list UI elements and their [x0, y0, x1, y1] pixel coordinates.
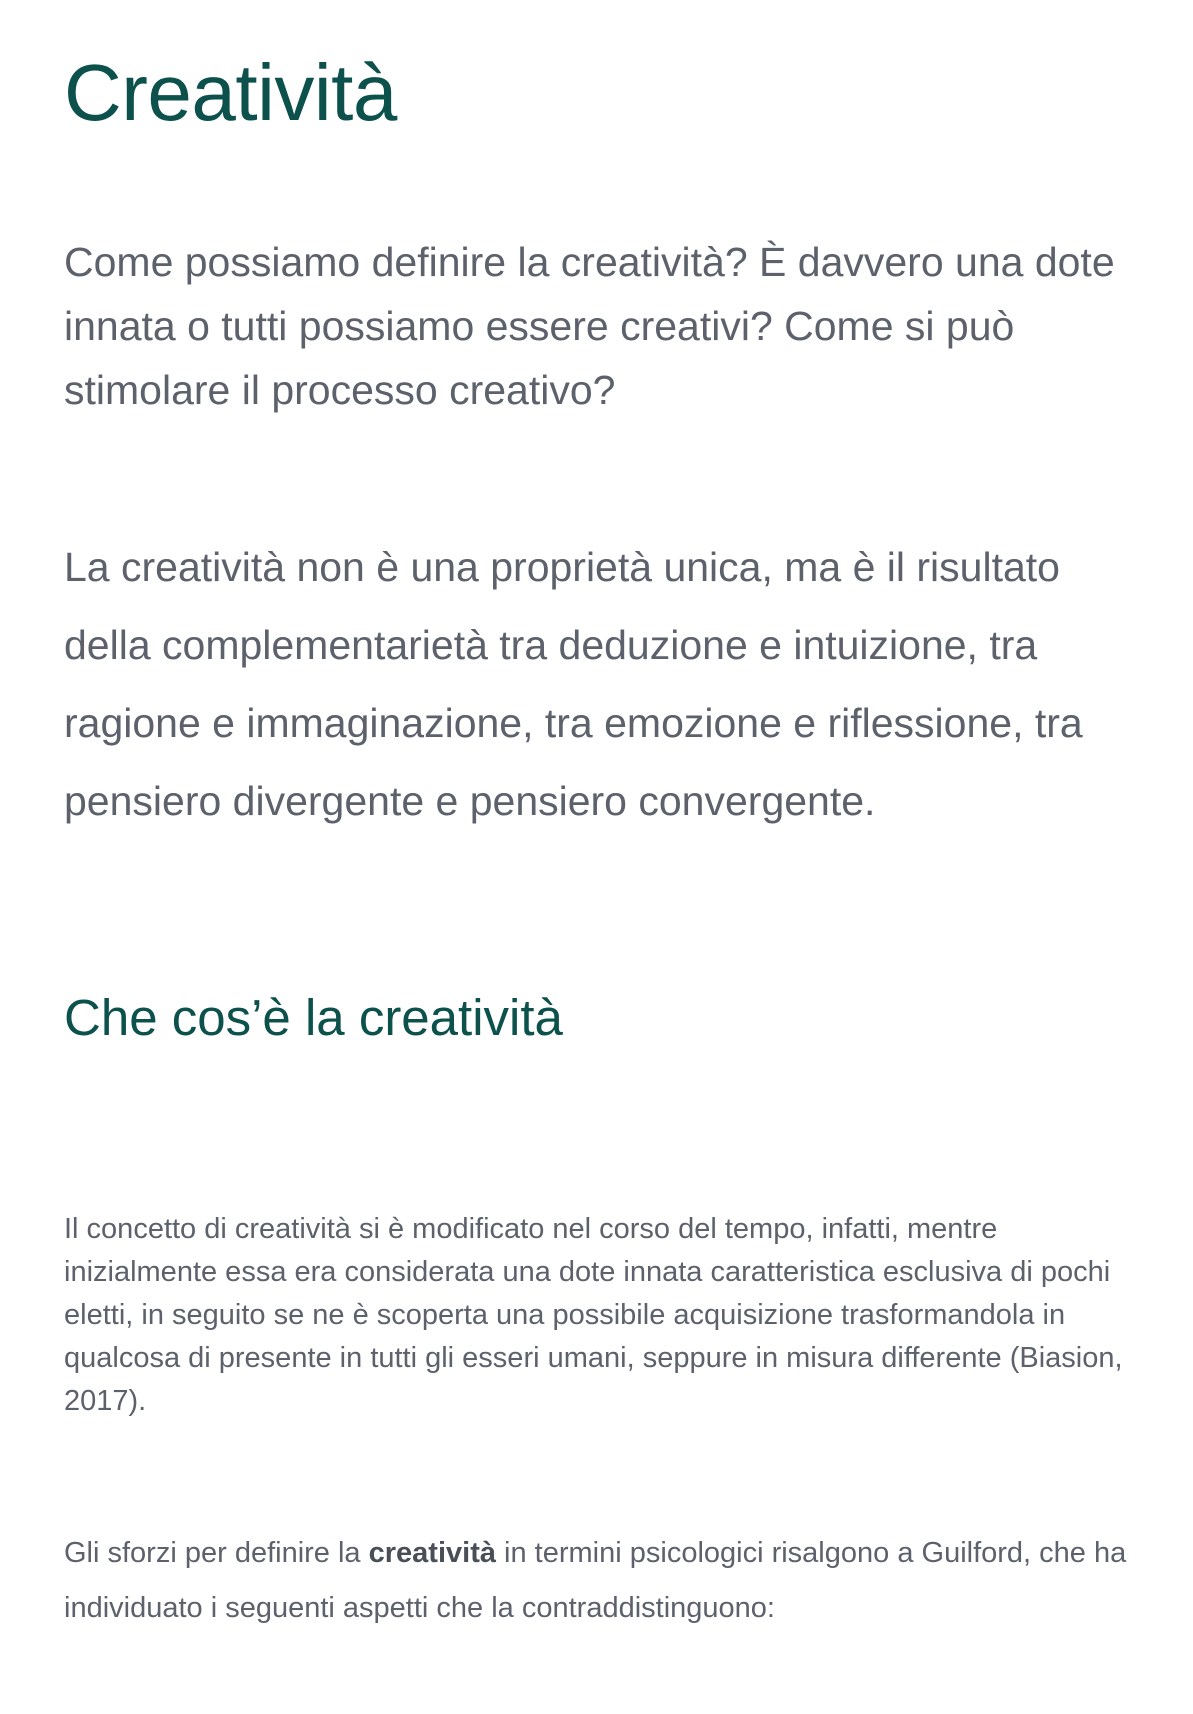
page-title: Creatività	[64, 48, 397, 137]
section-heading: Che cos’è la creatività	[64, 989, 563, 1046]
intro-paragraph: Come possiamo definire la creatività? È davvero una dote innata o tutti possiamo essere creativi? Come si può stimolare il processo creativo?	[64, 239, 1115, 413]
guilford-text-after: in termini psicologici risalgono a Guilford, che ha individuato i seguenti aspetti che la contraddistinguono:	[64, 1537, 1127, 1624]
definition-paragraph: La creatività non è una proprietà unica, ma è il risultato della complementarietà tra deduzione e intuizione, tra ragione e immaginazione, tra emozione e riflessione, tra pensiero divergente e pensiero convergente.	[64, 544, 1083, 824]
history-paragraph: Il concetto di creatività si è modificato nel corso del tempo, infatti, mentre inizialmente essa era considerata una dote innata caratteristica esclusiva di pochi eletti, in seguito se ne è scoperta una possibile acquisizione trasformandola in qualcosa di presente in tutti gli esseri umani, seppure in misura differente (Biasion, 2017).	[64, 1213, 1123, 1417]
guilford-paragraph	[64, 1526, 1144, 1636]
creativity-bold-term: creatività	[368, 1537, 496, 1569]
guilford-text-before: Gli sforzi per definire la	[64, 1537, 369, 1569]
